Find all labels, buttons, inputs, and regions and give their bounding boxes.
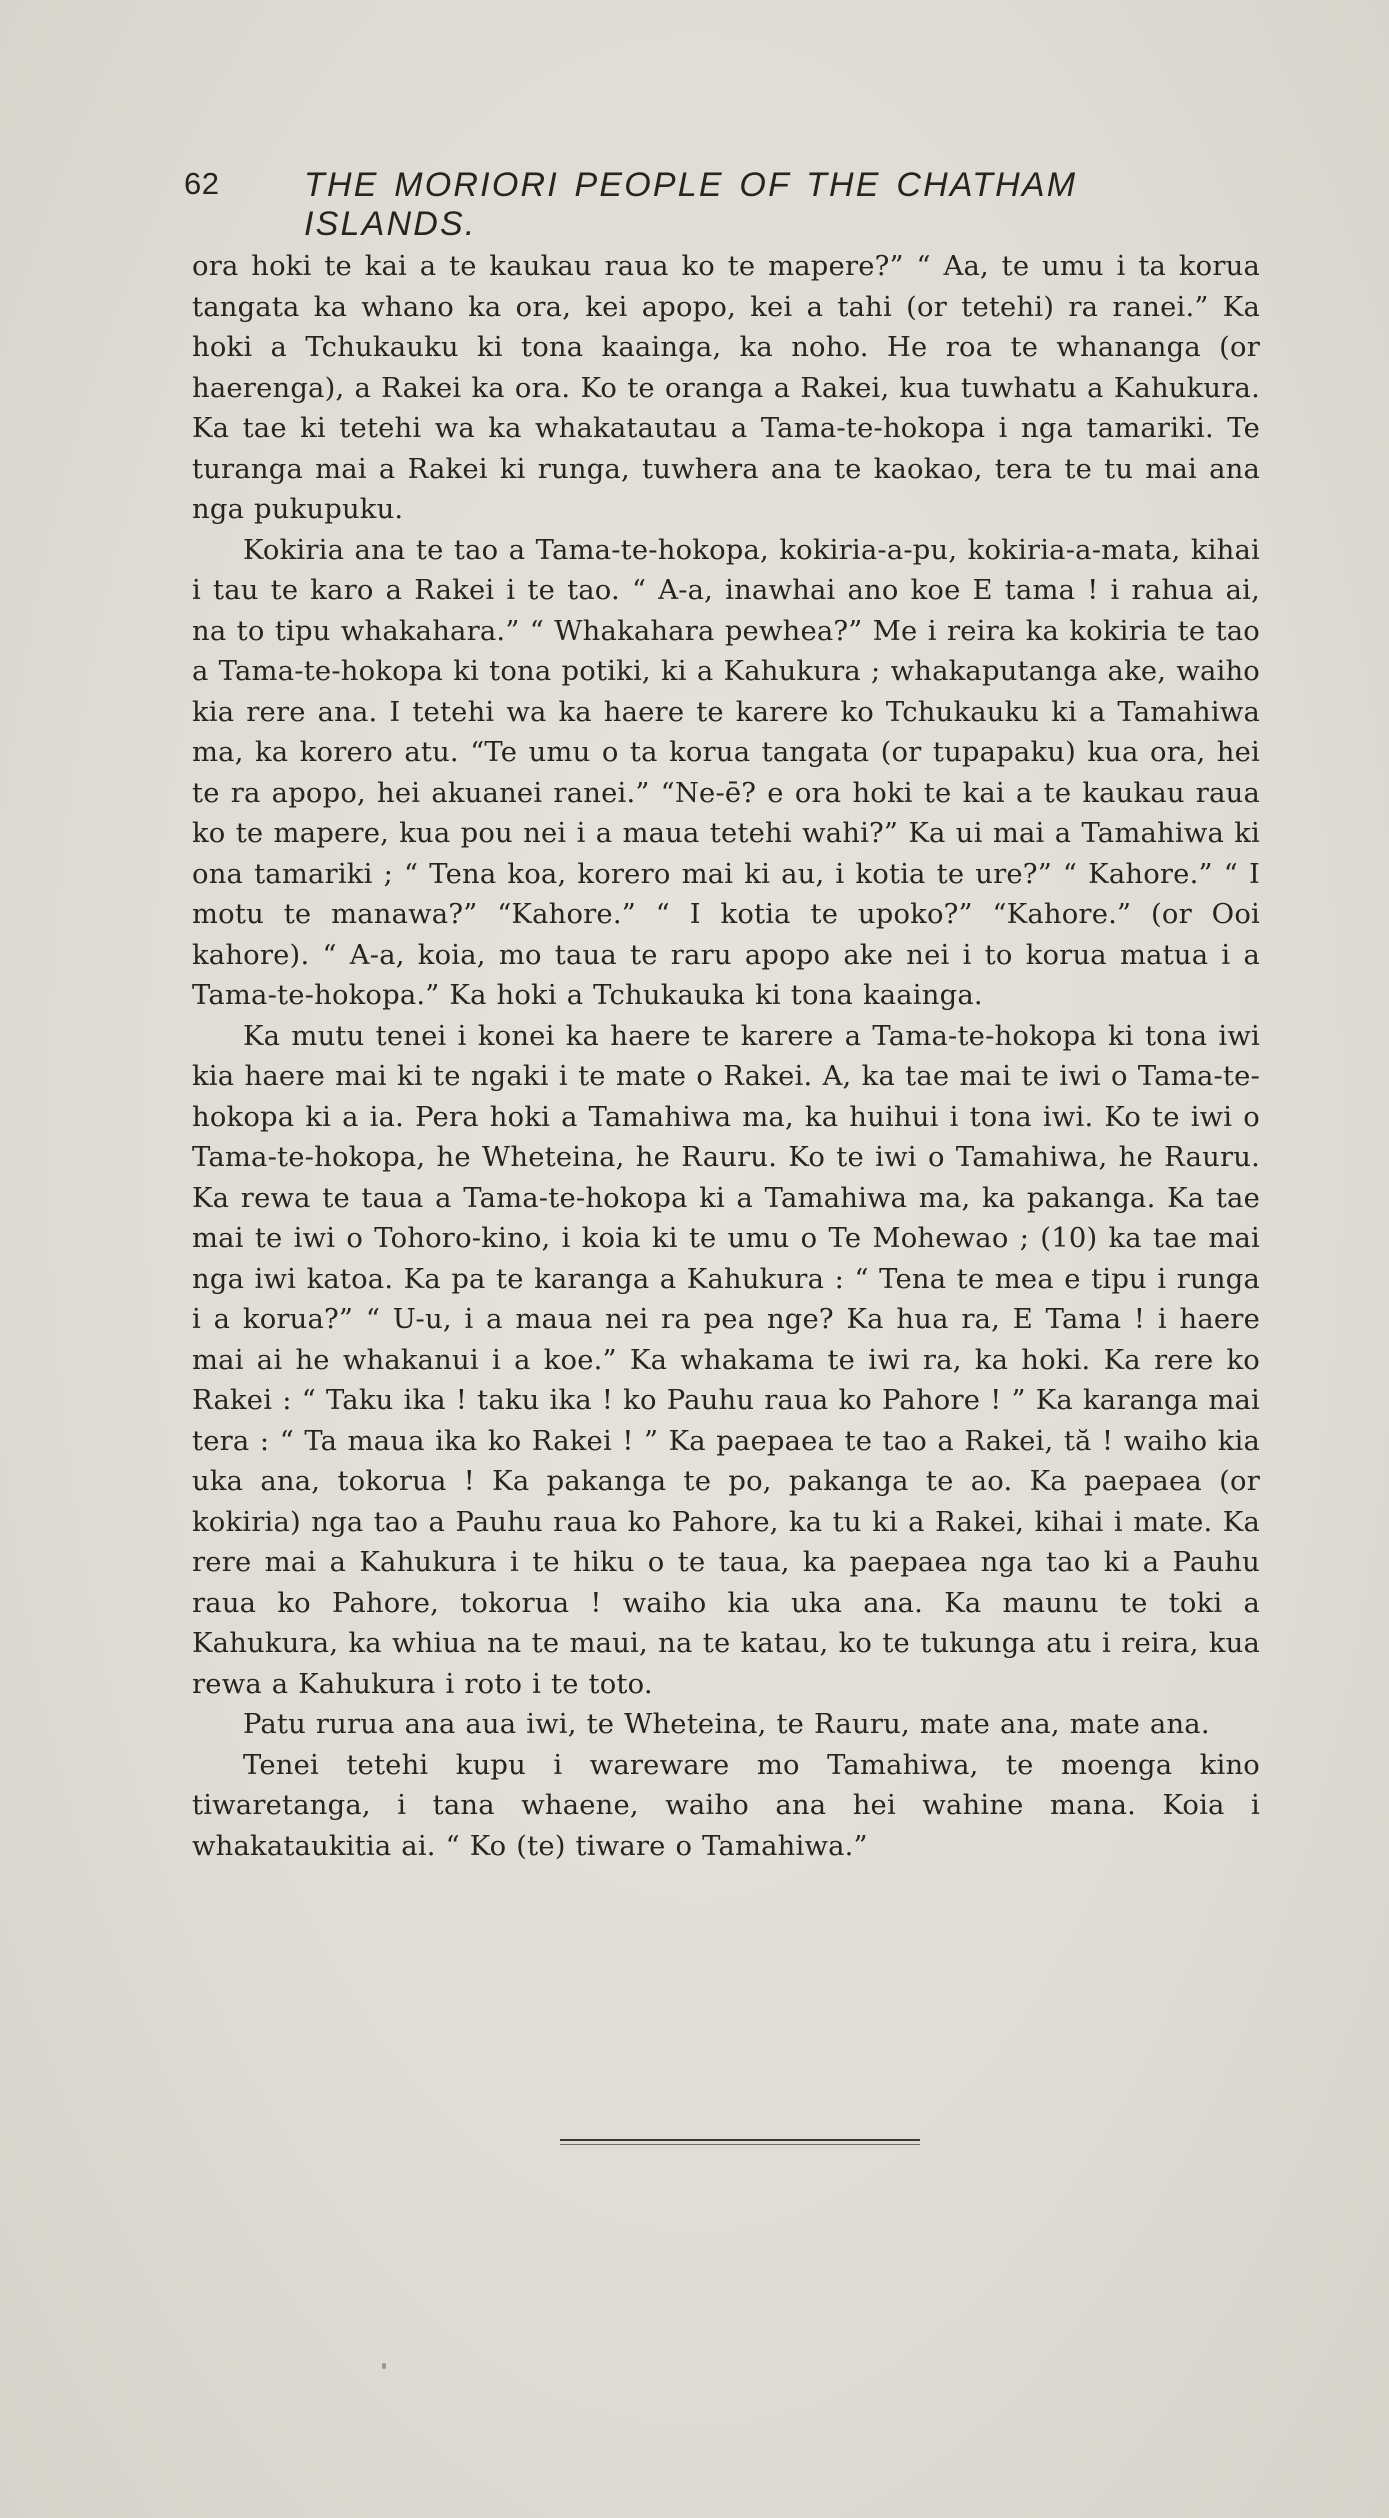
paragraph-4: Patu rurua ana aua iwi, te Wheteina, te Rauru, mate ana, mate ana. [243, 1709, 1210, 1740]
paragraph-2: Kokiria ana te tao a Tama-te-hokopa, kokiria-a-pu, kokiria-a-mata, kihai i tau te karo a Rakei i te tao. “ A-a, inawhai ano koe E tama ! i rahua ai, na to tipu whakahara.” “ Whakahara pewhea?” Me i reira ka kokiria te tao a Tama-te-hokopa ki tona potiki, ki a Kahukura ; whakaputanga ake, waiho kia rere ana. I tetehi wa ka haere te karere ko Tchukauku ki a Tamahiwa ma, ka korero atu. “Te umu o ta korua tangata (or tupapaku) kua ora, hei te ra apopo, hei akuanei ranei.” “Ne-ē? e ora hoki te kai a te kaukau raua ko te mapere, kua pou nei i a maua tetehi wahi?” Ka ui mai a Tamahiwa ki ona tamariki ; “ Tena koa, korero mai ki au, i kotia te ure?” “ Kahore.” “ I motu te manawa?” “Kahore.” “ I kotia te upoko?” “Kahore.” (or Ooi kahore). “ A-a, koia, mo taua te raru apopo ake nei i to korua matua i a Tama-te-hokopa.” Ka hoki a Tchukauka ki tona kaainga. [192, 534, 1260, 1011]
paragraph-1: ora hoki te kai a te kaukau raua ko te mapere?” “ Aa, te umu i ta korua tangata ka whano ka ora, kei apopo, kei a tahi (or tetehi) ra ranei.” Ka hoki a Tchukauku ki tona kaainga, ka noho. He roa te whananga (or haerenga), a Rakei ka ora. Ko te oranga a Rakei, kua tuwhatu a Kahukura. Ka tae ki tetehi wa ka whakatautau a Tama-te-hokopa i nga tamariki. Te turanga mai a Rakei ki runga, tuwhera ana te kaokao, tera te tu mai ana nga pukupuku. [192, 251, 1260, 525]
paper-speck [382, 2363, 386, 2369]
page-header [184, 166, 1264, 243]
body-text [192, 247, 1260, 1867]
section-end-rule [560, 2139, 920, 2141]
page-number: 62 [184, 166, 220, 201]
paragraph-3: Ka mutu tenei i konei ka haere te karere a Tama-te-hokopa ki tona iwi kia haere mai ki te ngaki i te mate o Rakei. A, ka tae mai te iwi o Tama-te-hokopa ki a ia. Pera hoki a Tamahiwa ma, ka huihui i tona iwi. Ko te iwi o Tama-te-hokopa, he Wheteina, he Rauru. Ko te iwi o Tamahiwa, he Rauru. Ka rewa te taua a Tama-te-hokopa ki a Tamahiwa ma, ka pakanga. Ka tae mai te iwi o Tohoro-kino, i koia ki te umu o Te Mohewao ; (10) ka tae mai nga iwi katoa. Ka pa te karanga a Kahukura : “ Tena te mea e tipu i runga i a korua?” “ U-u, i a maua nei ra pea nge? Ka hua ra, E Tama ! i haere mai ai he whakanui i a koe.” Ka whakama te iwi ra, ka hoki. Ka rere ko Rakei : “ Taku ika ! taku ika ! ko Pauhu raua ko Pahore ! ” Ka karanga mai tera : “ Ta maua ika ko Rakei ! ” Ka paepaea te tao a Rakei, tă ! waiho kia uka ana, tokorua ! Ka pakanga te po, pakanga te ao. Ka paepaea (or kokiria) nga tao a Pauhu raua ko Pahore, ka tu ki a Rakei, kihai i mate. Ka rere mai a Kahukura i te hiku o te taua, ka paepaea nga tao ki a Pauhu raua ko Pahore, tokorua ! waiho kia uka ana. Ka maunu te toki a Kahukura, ka whiua na te maui, na te katau, ko te tukunga atu i reira, kua rewa a Kahukura i roto i te toto. [192, 1020, 1260, 1700]
paragraph-5: Tenei tetehi kupu i wareware mo Tamahiwa, te moenga kino tiwaretanga, i tana whaene, waiho ana hei wahine mana. Koia i whakataukitia ai. “ Ko (te) tiware o Tamahiwa.” [192, 1749, 1260, 1862]
running-title: THE MORIORI PEOPLE OF THE CHATHAM ISLANDS. [304, 166, 1078, 243]
